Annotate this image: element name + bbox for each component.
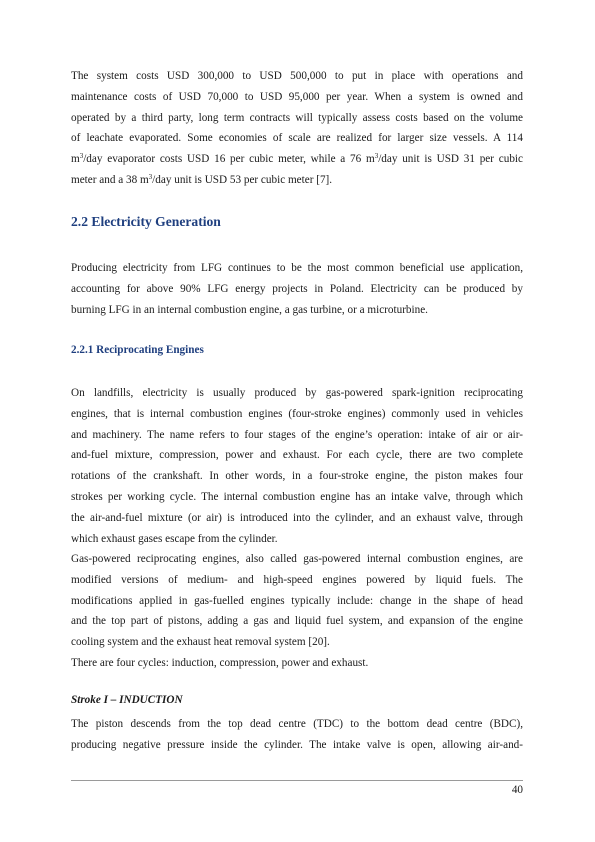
text-line: and machinery. The name refers to four stages of the engine’s operation: intake of air or air- bbox=[71, 428, 523, 441]
text-fragment: meter and a 38 m bbox=[71, 173, 149, 186]
text-line: The system costs USD 300,000 to USD 500,000 to put in place with operations and bbox=[71, 70, 523, 82]
text-line: There are four cycles: induction, compression, power and exhaust. bbox=[71, 657, 369, 669]
induction-paragraph bbox=[71, 714, 523, 756]
text-line: accounting for above 90% LFG energy projects in Poland. Electricity can be produced by bbox=[71, 282, 523, 295]
engines-paragraph bbox=[71, 383, 523, 549]
text-line: strokes per working cycle. The internal combustion engine has an intake valve, through which bbox=[71, 490, 523, 503]
text-line: maintenance costs of USD 70,000 to USD 95,000 per year. When a system is owned and bbox=[71, 90, 523, 103]
text-line: Producing electricity from LFG continues to be the most common beneficial use application, bbox=[71, 262, 523, 274]
text-fragment: /day evaporator costs USD 16 per cubic meter, while a 76 m bbox=[83, 153, 375, 166]
cost-paragraph bbox=[71, 66, 523, 191]
text-line: The piston descends from the top dead centre (TDC) to the bottom dead centre (BDC), bbox=[71, 718, 523, 730]
text-fragment: /day unit is USD 31 per cubic bbox=[378, 153, 523, 166]
cycles-paragraph bbox=[71, 653, 523, 674]
page-number: 40 bbox=[511, 784, 523, 796]
text-line: cooling system and the exhaust heat removal system [20]. bbox=[71, 636, 330, 649]
text-fragment: /day unit is USD 53 per cubic meter [7]. bbox=[152, 173, 333, 186]
gas-engines-paragraph bbox=[71, 549, 523, 653]
section-heading: 2.2 Electricity Generation bbox=[71, 214, 221, 229]
text-line bbox=[71, 170, 523, 191]
footer-divider bbox=[71, 780, 523, 781]
text-line: rotations of the crankshaft. In other words, in a four-stroke engine, the piston makes four bbox=[71, 470, 523, 483]
text-line: the air-and-fuel mixture (or air) is introduced into the cylinder, and an exhaust valve, through bbox=[71, 511, 523, 524]
text-line: Gas-powered reciprocating engines, also called gas-powered internal combustion engines, are bbox=[71, 553, 523, 565]
superscript: 3 bbox=[79, 152, 84, 161]
electricity-paragraph bbox=[71, 258, 523, 320]
text-line: of leachate evaporated. Some economies of scale are realized for larger size vessels. A 114 bbox=[71, 132, 523, 145]
text-line: burning LFG in an internal combustion engine, a gas turbine, or a microturbine. bbox=[71, 303, 428, 316]
text-line: and-fuel mixture, compression, power and exhaust. For each cycle, there are two complete bbox=[71, 449, 523, 462]
superscript: 3 bbox=[374, 152, 379, 161]
text-line: and the top part of pistons, adding a gas and liquid fuel system, and expansion of the engine bbox=[71, 615, 523, 628]
text-line: On landfills, electricity is usually produced by gas-powered spark-ignition reciprocating bbox=[71, 387, 523, 399]
text-line: producing negative pressure inside the cylinder. The intake valve is open, allowing air-and- bbox=[71, 738, 523, 751]
subsection-heading: 2.2.1 Reciprocating Engines bbox=[71, 344, 204, 356]
text-fragment: m bbox=[71, 153, 80, 166]
stroke-heading: Stroke I – INDUCTION bbox=[71, 694, 183, 706]
text-line: modifications applied in gas-fuelled engines typically include: change in the shape of head bbox=[71, 594, 523, 607]
text-line: modified versions of medium- and high-speed engines powered by liquid fuels. The bbox=[71, 573, 523, 586]
text-line: operated by a third party, long term contracts will typically assess costs based on the volume bbox=[71, 111, 523, 124]
text-line: which exhaust gases escape from the cylinder. bbox=[71, 532, 278, 545]
superscript: 3 bbox=[148, 172, 153, 181]
text-line: engines, that is internal combustion engines (four-stroke engines) commonly used in vehicles bbox=[71, 407, 523, 420]
text-line bbox=[71, 149, 523, 170]
